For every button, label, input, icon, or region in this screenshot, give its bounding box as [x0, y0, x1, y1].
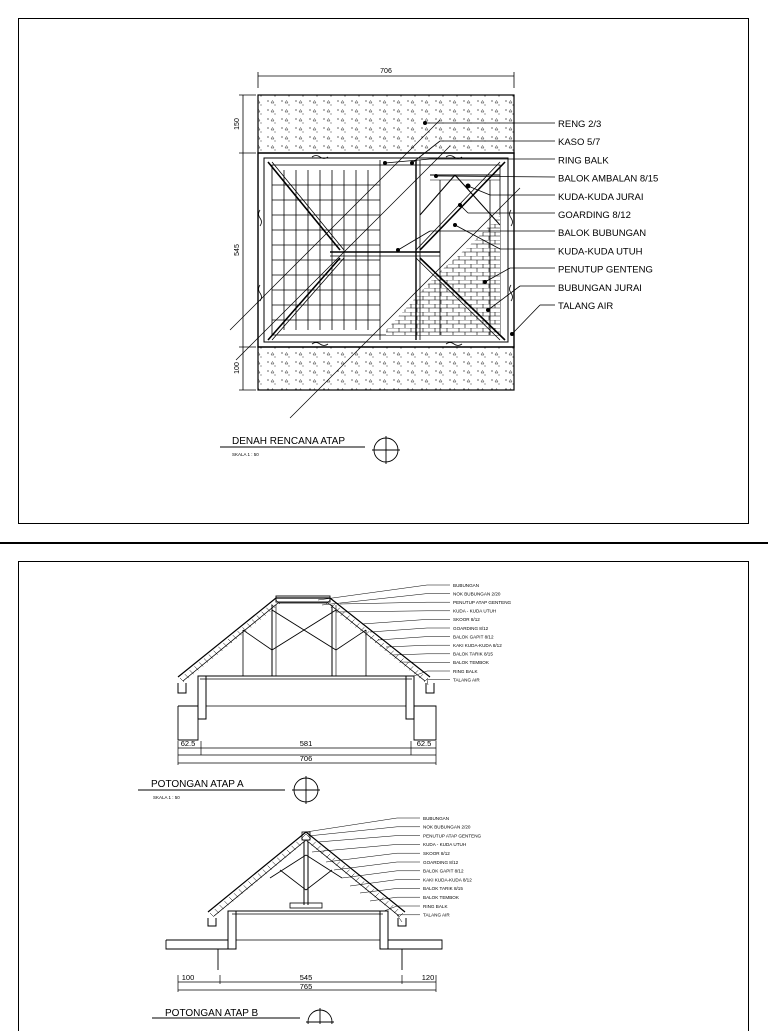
section-a-dim-1: 62.5: [181, 739, 196, 748]
section-callout-label: TALANG AIR: [423, 913, 450, 918]
section-callout-label: NOK BUBUNGAN 2/20: [453, 591, 501, 596]
section-a-dim-3: 62.5: [417, 739, 432, 748]
section-callout-label: BALOK TEMBOK: [453, 660, 490, 665]
section-callout-label: GOARDING 8/12: [453, 626, 489, 631]
plan-callout-label: PENUTUP GENTENG: [558, 265, 653, 276]
section-callout-label: KUDA - KUDA UTUH: [423, 842, 466, 847]
plan-callout-label: KUDA-KUDA JURAI: [558, 192, 644, 203]
section-a-scale: SKALA 1 : 50: [153, 795, 180, 800]
plan-dim-left-top: 150: [234, 118, 241, 130]
plan-callout-label: BALOK AMBALAN 8/15: [558, 174, 658, 185]
plan-callout-label: RENG 2/3: [558, 119, 601, 130]
plan-dim-total: 706: [380, 68, 392, 75]
section-a-callout-labels: [453, 583, 512, 683]
section-b-dim-3: 120: [422, 973, 435, 982]
section-callout-label: KAKI KUDA-KUDA 8/12: [453, 643, 502, 648]
section-callout-label: RING BALK: [423, 904, 448, 909]
section-callout-label: NOK BUBUNGAN 2/20: [423, 825, 471, 830]
section-callout-label: BALOK GAPIT 8/12: [423, 869, 464, 874]
plan-dim-left-bot: 100: [234, 362, 241, 374]
section-callout-label: TALANG AIR: [453, 677, 480, 682]
plan-title: DENAH RENCANA ATAP: [232, 436, 345, 447]
plan-callout-label: GOARDING 8/12: [558, 210, 631, 221]
section-callout-label: KAKI KUDA-KUDA 8/12: [423, 877, 472, 882]
section-callout-label: BALOK GAPIT 8/12: [453, 634, 494, 639]
plan-callout-label: TALANG AIR: [558, 301, 613, 312]
section-callout-label: KUDA - KUDA UTUH: [453, 609, 496, 614]
section-b: [152, 818, 442, 1024]
section-a: [138, 585, 450, 804]
section-callout-label: RING BALK: [453, 669, 478, 674]
plan-scale: SKALA 1 : 50: [232, 452, 259, 457]
section-a-dim-2: 581: [300, 739, 313, 748]
plan-callout-label: KASO 5/7: [558, 137, 600, 148]
section-callout-label: BALOK TEMBOK: [423, 895, 460, 900]
plan-callout-label: RING BALK: [558, 155, 609, 166]
section-a-dim-total: 706: [300, 754, 313, 763]
plan-dim-left-mid: 545: [234, 244, 241, 256]
section-b-dim-1: 100: [182, 973, 195, 982]
roof-plan: [220, 72, 555, 464]
section-callout-label: BUBUNGAN: [423, 816, 449, 821]
section-b-dim-2: 545: [300, 973, 313, 982]
plan-callout-label: BALOK BUBUNGAN: [558, 228, 646, 239]
section-callout-label: BALOK TARIK 8/15: [453, 652, 493, 657]
section-callout-label: SKOOR 8/12: [423, 851, 450, 856]
section-callout-label: BALOK TARIK 8/15: [423, 886, 463, 891]
section-callout-label: PENUTUP ATAP GENTENG: [423, 833, 482, 838]
section-b-title: POTONGAN ATAP B: [165, 1008, 259, 1019]
plan-callout-label: KUDA-KUDA UTUH: [558, 246, 643, 257]
plan-callout-labels: [558, 119, 658, 312]
section-a-title: POTONGAN ATAP A: [151, 779, 244, 790]
section-callout-label: PENUTUP ATAP GENTENG: [453, 600, 512, 605]
section-callout-label: BUBUNGAN: [453, 583, 479, 588]
section-callout-label: SKOOR 8/12: [453, 617, 480, 622]
section-callout-label: GOARDING 8/12: [423, 860, 459, 865]
plan-callout-label: BUBUNGAN JURAI: [558, 283, 642, 294]
section-b-dim-total: 765: [300, 982, 313, 991]
section-a-texts: [151, 583, 512, 800]
section-b-callout-labels: [423, 816, 482, 918]
